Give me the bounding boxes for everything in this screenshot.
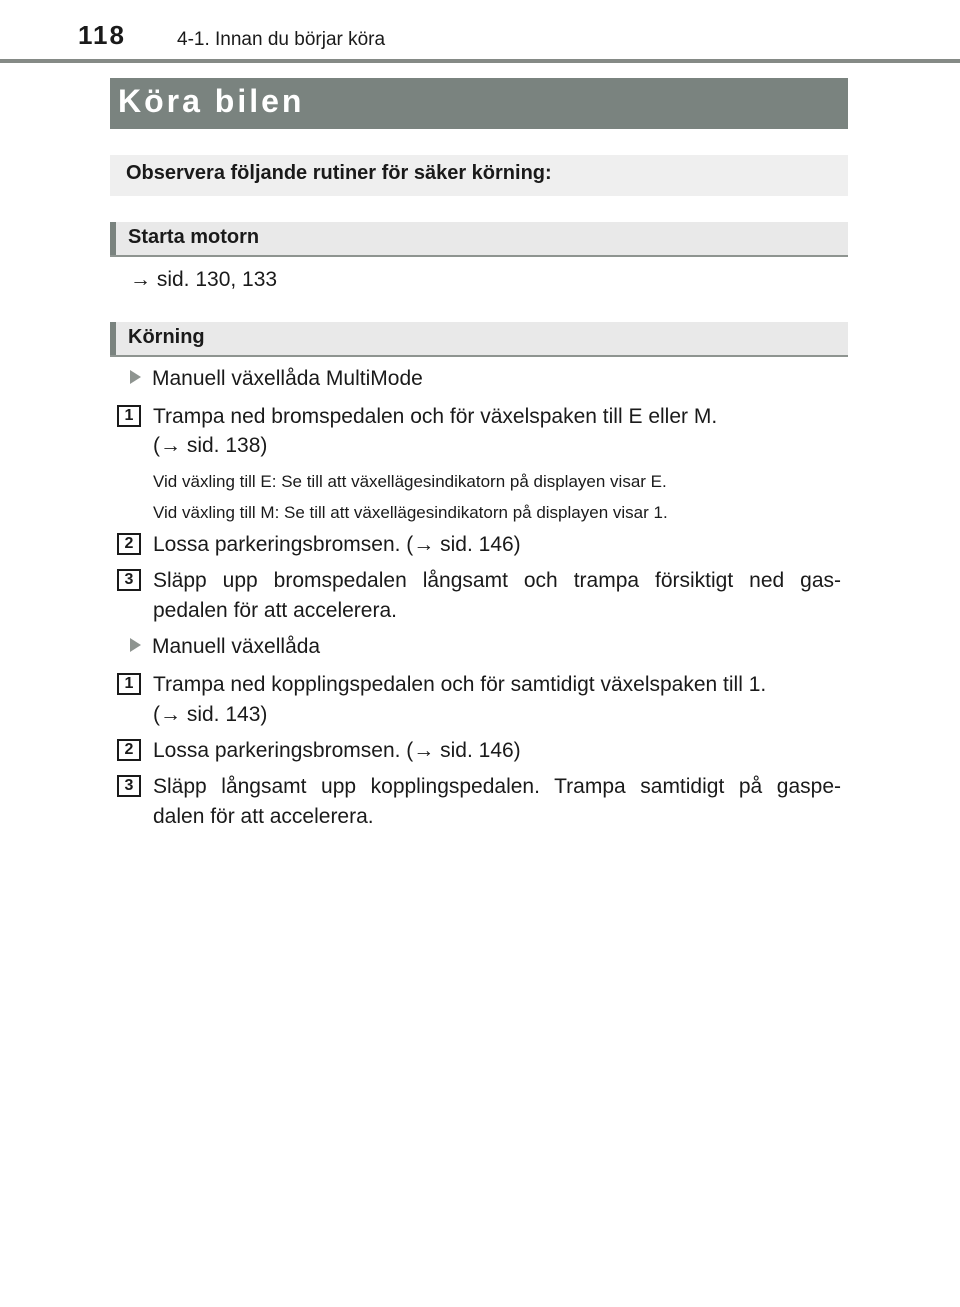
step-number: 2: [124, 535, 134, 552]
step-number: 1: [124, 407, 134, 424]
step-badge: [117, 533, 141, 555]
triangle-bullet-icon: [130, 638, 141, 652]
step-text: dalen för att accelerera.: [153, 805, 374, 828]
section-title: Starta motorn: [128, 226, 260, 248]
step-badge: [117, 673, 141, 695]
subheading-text: Manuell växellåda: [152, 635, 321, 658]
step-text: Släpp upp bromspedalen långsamt och trampa försiktigt ned gas-: [153, 569, 841, 592]
subheading-text: Manuell växellåda MultiMode: [152, 367, 423, 390]
page-title: Köra bilen: [118, 83, 305, 119]
step-badge: [117, 569, 141, 591]
step-text: Lossa parkeringsbromsen. (→ sid. 146): [153, 739, 521, 762]
header-rule: [0, 59, 960, 63]
step-number: 2: [124, 741, 134, 758]
step-number: 3: [124, 777, 134, 794]
subheading-multimode: [130, 367, 423, 391]
step-badge: [117, 775, 141, 797]
intro-text: Observera följande rutiner för säker körning:: [126, 162, 552, 184]
step-text: Släpp långsamt upp kopplingspedalen. Trampa samtidigt på gaspe-: [153, 775, 841, 798]
running-head: 4-1. Innan du börjar köra: [177, 29, 386, 50]
step-text: (→ sid. 143): [153, 703, 268, 726]
intro-box: [110, 155, 848, 196]
section-heading-korning: [110, 322, 848, 357]
triangle-bullet-icon: [130, 370, 141, 384]
reference-starta-motorn: → sid. 130, 133: [130, 268, 278, 291]
step-note: Vid växling till M: Se till att växellägesindikatorn på displayen visar 1.: [153, 503, 668, 522]
step-text: Trampa ned bromspedalen och för växelspaken till E eller M.: [153, 405, 718, 428]
step-note: Vid växling till E: Se till att växellägesindikatorn på displayen visar E.: [153, 472, 667, 491]
step-text: Trampa ned kopplingspedalen och för samtidigt växelspaken till 1.: [153, 673, 767, 696]
section-heading-starta-motorn: [110, 222, 848, 257]
step-badge: [117, 739, 141, 761]
subheading-manual: [130, 635, 320, 659]
section-title: Körning: [128, 326, 205, 348]
step-text: Lossa parkeringsbromsen. (→ sid. 146): [153, 533, 521, 556]
step-text: (→ sid. 138): [153, 434, 268, 457]
step-badge: [117, 405, 141, 427]
step-text: pedalen för att accelerera.: [153, 599, 397, 622]
step-number: 3: [124, 571, 134, 588]
page-title-band: [110, 78, 848, 129]
step-number: 1: [124, 675, 134, 692]
page-number: 118: [78, 20, 126, 50]
